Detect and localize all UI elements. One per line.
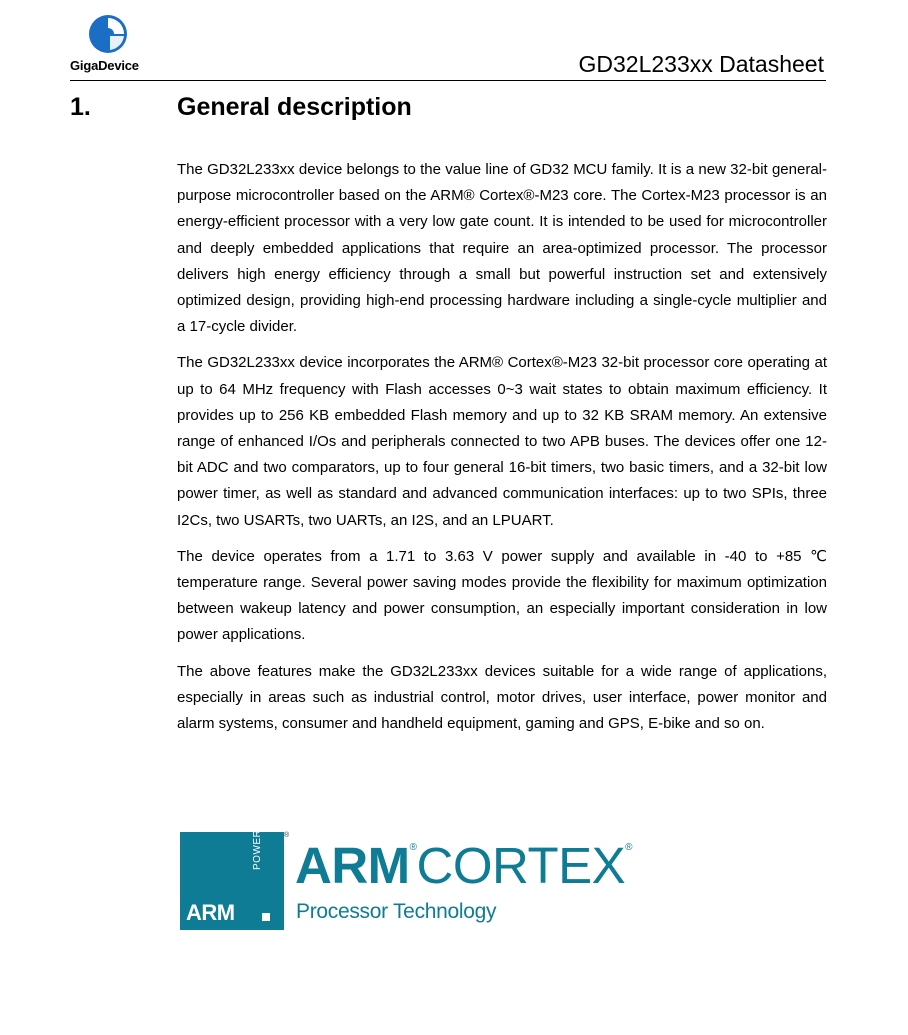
arm-wordmark-bold: ARM <box>295 837 410 894</box>
paragraph-2: The GD32L233xx device incorporates the ARM® Cortex®-M23 32-bit processor core operating at up to 64 MHz frequency with Flash accesses 0~3 wait states to obtain maximum efficiency. It provides up to 256 KB embedded Flash memory and up to 32 KB SRAM memory. An extensive range of enhanced I/Os and peripherals connected to two APB buses. The devices offer one 12-bit ADC and two comparators, up to four general 16-bit timers, two basic timers, and a 32-bit low power timer, as well as standard and advanced communication interfaces: up to two SPIs, three I2Cs, two USARTs, two UARTs, an I2S, and an LPUART. <box>177 354 827 529</box>
paragraph-4: The above features make the GD32L233xx devices suitable for a wide range of applications, especially in areas such as industrial control, motor drives, user interface, power monitor and alarm systems, consumer and handheld equipment, gaming and GPS, E-bike and so on. <box>177 662 827 733</box>
section-heading <box>70 93 830 125</box>
section-title: General description <box>177 93 412 121</box>
gigadevice-logo <box>70 14 150 74</box>
arm-powered-label: POWERED <box>252 814 263 870</box>
document-title: GD32L233xx Datasheet <box>578 51 824 77</box>
paragraph-1: The GD32L233xx device belongs to the value line of GD32 MCU family. It is a new 32-bit general-purpose microcontroller based on the ARM® Cortex®-M23 core. The Cortex-M23 processor is an energy-efficient processor with a very low gate count. It is intended to be used for microcontroller and deeply embedded applications that require an area-optimized processor. The processor delivers high energy efficiency through a small but powerful instruction set and extensively optimized design, providing high-end processing hardware including a single-cycle multiplier and a 17-cycle divider. <box>177 161 827 336</box>
arm-logo-subtitle: Processor Technology <box>296 900 497 923</box>
arm-cortex-logo <box>180 814 640 934</box>
gigadevice-logo-icon <box>88 14 128 54</box>
cortex-wordmark-registered: ® <box>625 842 633 853</box>
arm-wordmark-registered: ® <box>409 842 417 853</box>
section-number: 1. <box>70 93 91 121</box>
arm-badge-dot <box>262 913 270 921</box>
arm-powered-badge <box>180 814 284 930</box>
header-divider <box>70 80 826 81</box>
cortex-wordmark: CORTEX <box>416 837 626 894</box>
arm-badge-text: ARM <box>186 900 235 925</box>
company-name: GigaDevice <box>70 58 139 73</box>
body-text <box>177 157 827 747</box>
arm-cortex-wordmark <box>295 838 632 894</box>
arm-badge-registered: ® <box>284 832 290 839</box>
paragraph-3: The device operates from a 1.71 to 3.63 V power supply and available in -40 to +85 ℃ temperature range. Several power saving modes provide the flexibility for maximum optimization between wakeup latency and power consumption, an especially important consideration in low power applications. <box>177 547 827 644</box>
